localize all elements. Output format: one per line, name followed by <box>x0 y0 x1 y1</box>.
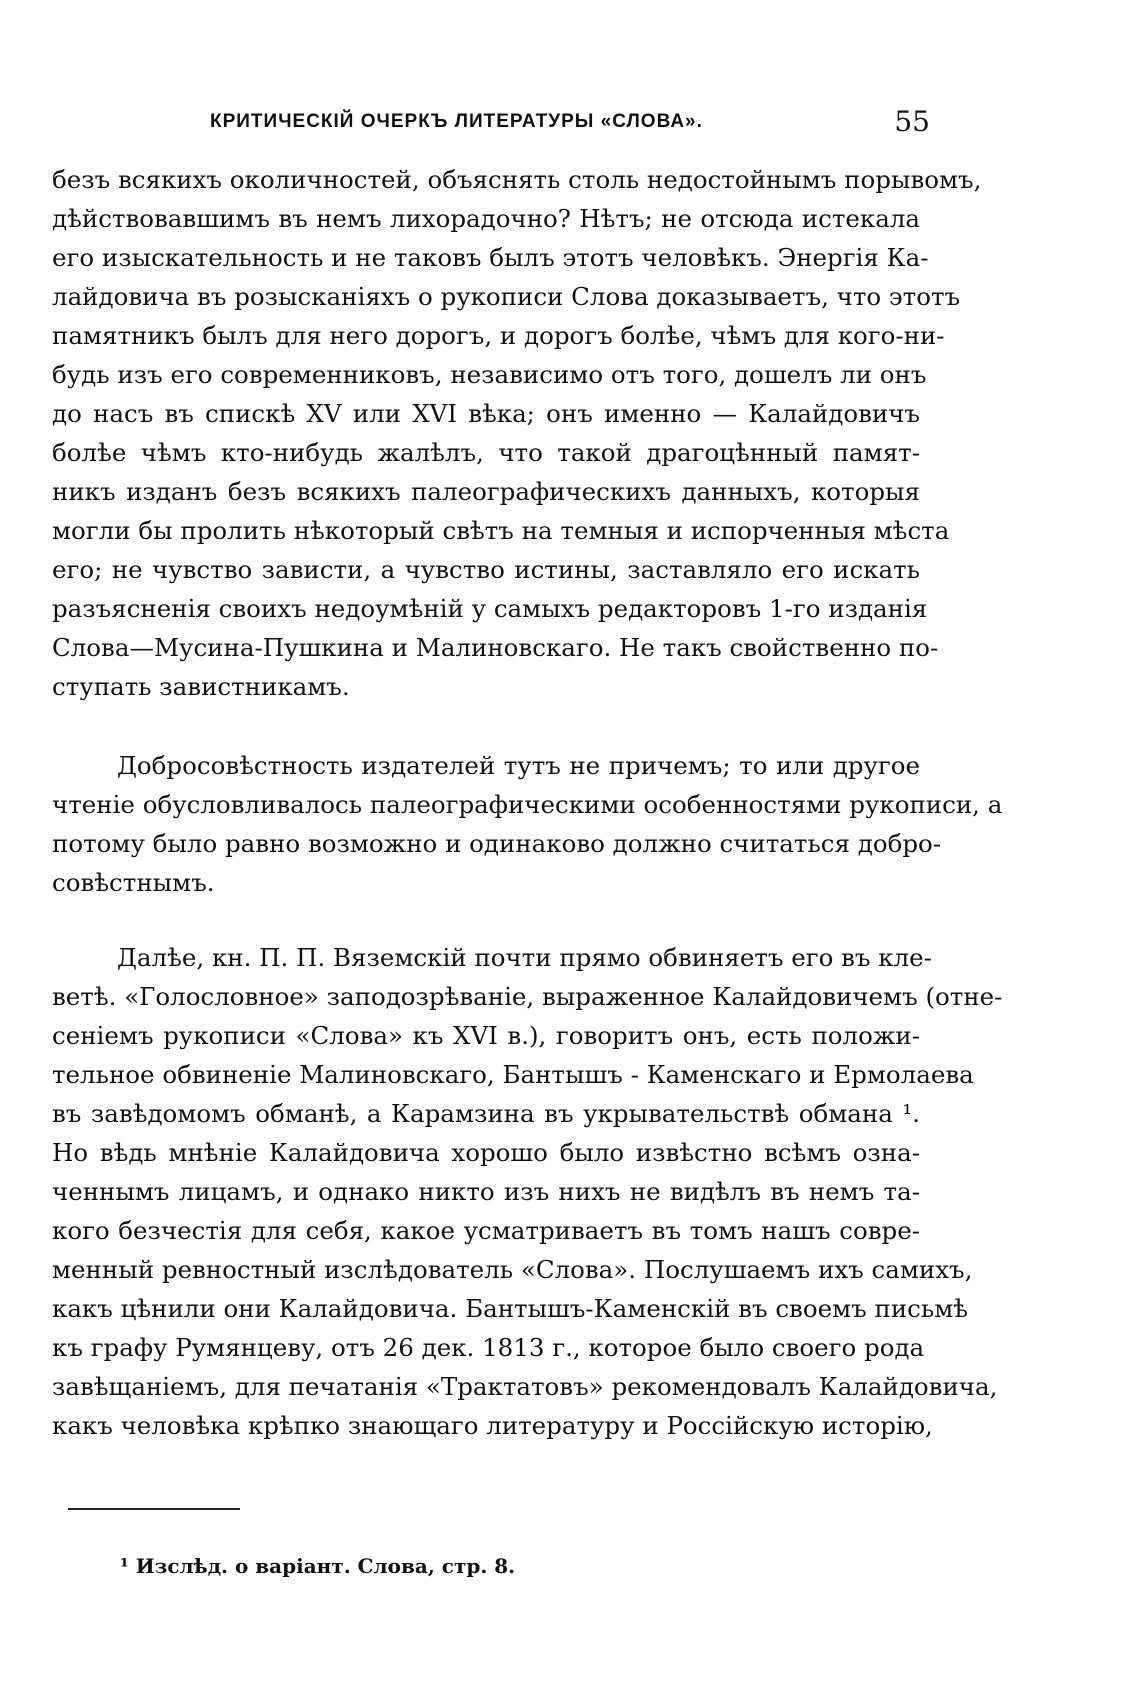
text-line: дѣйствовавшимъ въ немъ лихорадочно? Нѣтъ; не отсюда истекала <box>52 204 920 233</box>
paragraph-gap <box>52 706 920 746</box>
footnote-divider <box>68 1508 240 1510</box>
paragraph <box>52 938 1003 1445</box>
text-line: Слова—Мусина-Пушкина и Малиновскаго. Не такъ свойственно по- <box>52 633 939 662</box>
text-line: будь изъ его современниковъ, независимо отъ того, дошелъ ли онъ <box>52 360 927 389</box>
text-line: ветѣ. «Голословное» заподозрѣваніе, выраженное Калайдовичемъ (отне- <box>52 982 1003 1011</box>
text-line: болѣе чѣмъ кто-нибудь жалѣлъ, что такой драгоцѣнный памят- <box>52 438 920 467</box>
text-line: Добросовѣстность издателей тутъ не причемъ; то или другое <box>117 751 920 780</box>
text-line: разъясненія своихъ недоумѣній у самыхъ редакторовъ 1-го изданія <box>52 594 928 623</box>
text-line: могли бы пролить нѣкоторый свѣтъ на темныя и испорченныя мѣста <box>52 516 950 545</box>
body-text <box>52 160 1003 1445</box>
text-line: завѣщаніемъ, для печатанія «Трактатовъ» рекомендовалъ Калайдовича, <box>52 1372 998 1401</box>
text-line: его изыскательность и не таковъ былъ этотъ человѣкъ. Энергія Ка- <box>52 243 929 272</box>
running-header <box>210 105 930 145</box>
text-line: до насъ въ спискѣ XV или XVI вѣка; онъ именно — Калайдовичъ <box>52 399 920 428</box>
text-line: потому было равно возможно и одинаково должно считаться добро- <box>52 829 942 858</box>
text-line: въ завѣдомомъ обманѣ, а Карамзина въ укрывательствѣ обмана ¹. <box>52 1099 920 1128</box>
text-line: какъ цѣнили они Калайдовича. Бантышъ-Каменскій въ своемъ письмѣ <box>52 1294 969 1323</box>
footnote: ¹ Изслѣд. о варіант. Слова, стр. 8. <box>120 1554 516 1578</box>
text-line: его; не чувство зависти, а чувство истины, заставляло его искать <box>52 555 920 584</box>
text-line: менный ревностный изслѣдователь «Слова». Послушаемъ ихъ самихъ, <box>52 1255 973 1284</box>
text-line: ченнымъ лицамъ, и однако никто изъ нихъ не видѣлъ въ немъ та- <box>52 1177 920 1206</box>
text-line: памятникъ былъ для него дорогъ, и дорогъ болѣе, чѣмъ для кого-ни- <box>52 321 945 350</box>
text-line: сеніемъ рукописи «Слова» къ XVI в.), говоритъ онъ, есть положи- <box>52 1021 920 1050</box>
text-line: тельное обвиненіе Малиновскаго, Бантышъ - Каменскаго и Ермолаева <box>52 1060 974 1089</box>
text-line: никъ изданъ безъ всякихъ палеографическихъ данныхъ, которыя <box>52 477 920 506</box>
paragraph <box>52 160 982 706</box>
text-line: кого безчестія для себя, какое усматриваетъ въ томъ нашъ совре- <box>52 1216 920 1245</box>
text-line: какъ человѣка крѣпко знающаго литературу и Россійскую исторію, <box>52 1411 933 1440</box>
running-title: КРИТИЧЕСКІЙ ОЧЕРКЪ ЛИТЕРАТУРЫ «СЛОВА». <box>210 111 703 132</box>
paragraph-gap <box>52 902 920 938</box>
text-line: лайдовича въ розысканіяхъ о рукописи Слова доказываетъ, что этотъ <box>52 282 961 311</box>
text-line: совѣстнымъ. <box>52 868 215 897</box>
text-line: къ графу Румянцеву, отъ 26 дек. 1813 г., которое было своего рода <box>52 1333 925 1362</box>
paragraph <box>52 746 1003 902</box>
page-number: 55 <box>894 105 930 138</box>
text-line: чтеніе обусловливалось палеографическими особенностями рукописи, а <box>52 790 1003 819</box>
text-line: Далѣе, кн. П. П. Вяземскій почти прямо обвиняетъ его въ кле- <box>117 943 932 972</box>
text-line: Но вѣдь мнѣніе Калайдовича хорошо было извѣстно всѣмъ озна- <box>52 1138 920 1167</box>
text-line: безъ всякихъ околичностей, объяснять столь недостойнымъ порывомъ, <box>52 165 982 194</box>
text-line: ступать завистникамъ. <box>52 672 350 701</box>
